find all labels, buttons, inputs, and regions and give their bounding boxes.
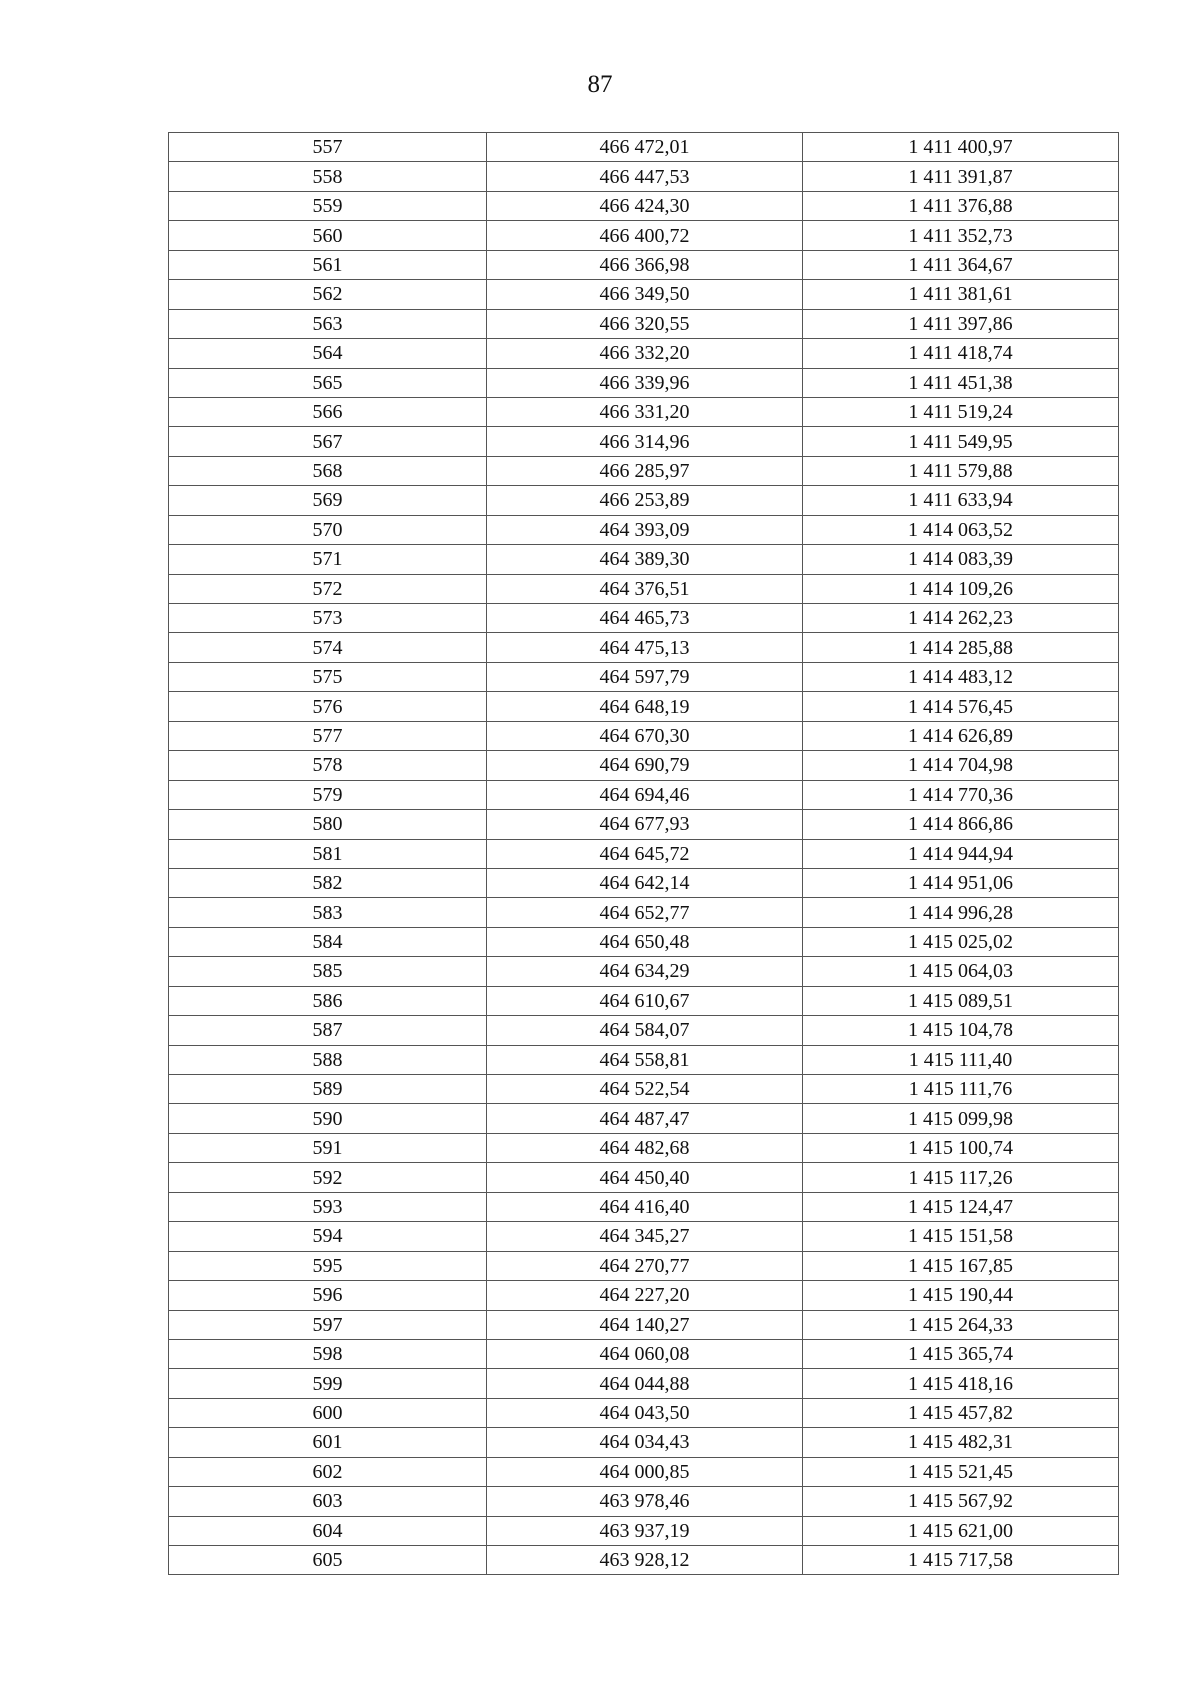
y-coordinate-cell: 1 415 099,98 (803, 1104, 1119, 1133)
y-coordinate-cell: 1 411 376,88 (803, 191, 1119, 220)
x-coordinate-cell: 464 522,54 (487, 1075, 803, 1104)
table-row (169, 515, 1119, 544)
point-number-cell: 561 (169, 250, 487, 279)
point-number-cell: 581 (169, 839, 487, 868)
y-coordinate-cell: 1 415 482,31 (803, 1428, 1119, 1457)
table-row (169, 1339, 1119, 1368)
point-number-cell: 605 (169, 1546, 487, 1575)
point-number-cell: 578 (169, 751, 487, 780)
x-coordinate-cell: 466 424,30 (487, 191, 803, 220)
x-coordinate-cell: 463 978,46 (487, 1487, 803, 1516)
point-number-cell: 565 (169, 368, 487, 397)
y-coordinate-cell: 1 414 483,12 (803, 662, 1119, 691)
x-coordinate-cell: 466 339,96 (487, 368, 803, 397)
x-coordinate-cell: 464 345,27 (487, 1222, 803, 1251)
point-number-cell: 590 (169, 1104, 487, 1133)
point-number-cell: 603 (169, 1487, 487, 1516)
table-row (169, 1163, 1119, 1192)
y-coordinate-cell: 1 414 704,98 (803, 751, 1119, 780)
point-number-cell: 583 (169, 898, 487, 927)
x-coordinate-cell: 464 140,27 (487, 1310, 803, 1339)
table-row (169, 486, 1119, 515)
point-number-cell: 576 (169, 692, 487, 721)
table-row (169, 1281, 1119, 1310)
y-coordinate-cell: 1 415 457,82 (803, 1398, 1119, 1427)
table-row (169, 927, 1119, 956)
point-number-cell: 596 (169, 1281, 487, 1310)
x-coordinate-cell: 464 648,19 (487, 692, 803, 721)
point-number-cell: 602 (169, 1457, 487, 1486)
x-coordinate-cell: 464 677,93 (487, 810, 803, 839)
table-row (169, 692, 1119, 721)
table-row (169, 868, 1119, 897)
x-coordinate-cell: 464 227,20 (487, 1281, 803, 1310)
x-coordinate-cell: 464 634,29 (487, 957, 803, 986)
table-row (169, 1369, 1119, 1398)
table-row (169, 221, 1119, 250)
y-coordinate-cell: 1 414 944,94 (803, 839, 1119, 868)
x-coordinate-cell: 464 650,48 (487, 927, 803, 956)
y-coordinate-cell: 1 411 519,24 (803, 397, 1119, 426)
table-row (169, 986, 1119, 1015)
table-row (169, 1310, 1119, 1339)
point-number-cell: 559 (169, 191, 487, 220)
point-number-cell: 569 (169, 486, 487, 515)
x-coordinate-cell: 464 450,40 (487, 1163, 803, 1192)
x-coordinate-cell: 464 000,85 (487, 1457, 803, 1486)
table-row (169, 1487, 1119, 1516)
point-number-cell: 568 (169, 456, 487, 485)
x-coordinate-cell: 464 584,07 (487, 1016, 803, 1045)
x-coordinate-cell: 464 060,08 (487, 1339, 803, 1368)
x-coordinate-cell: 464 694,46 (487, 780, 803, 809)
point-number-cell: 572 (169, 574, 487, 603)
x-coordinate-cell: 466 349,50 (487, 280, 803, 309)
table-row (169, 1192, 1119, 1221)
point-number-cell: 597 (169, 1310, 487, 1339)
point-number-cell: 579 (169, 780, 487, 809)
point-number-cell: 560 (169, 221, 487, 250)
x-coordinate-cell: 463 928,12 (487, 1546, 803, 1575)
y-coordinate-cell: 1 415 365,74 (803, 1339, 1119, 1368)
table-row (169, 839, 1119, 868)
point-number-cell: 598 (169, 1339, 487, 1368)
x-coordinate-cell: 466 447,53 (487, 162, 803, 191)
point-number-cell: 591 (169, 1133, 487, 1162)
x-coordinate-cell: 464 482,68 (487, 1133, 803, 1162)
point-number-cell: 584 (169, 927, 487, 956)
x-coordinate-cell: 464 043,50 (487, 1398, 803, 1427)
y-coordinate-cell: 1 415 025,02 (803, 927, 1119, 956)
x-coordinate-cell: 466 472,01 (487, 133, 803, 162)
y-coordinate-cell: 1 411 633,94 (803, 486, 1119, 515)
point-number-cell: 592 (169, 1163, 487, 1192)
table-row (169, 250, 1119, 279)
table-row (169, 1516, 1119, 1545)
table-row (169, 1251, 1119, 1280)
table-row (169, 780, 1119, 809)
y-coordinate-cell: 1 411 391,87 (803, 162, 1119, 191)
table-row (169, 1546, 1119, 1575)
point-number-cell: 588 (169, 1045, 487, 1074)
table-row (169, 633, 1119, 662)
x-coordinate-cell: 466 320,55 (487, 309, 803, 338)
table-row (169, 604, 1119, 633)
x-coordinate-cell: 464 389,30 (487, 545, 803, 574)
table-row (169, 280, 1119, 309)
y-coordinate-cell: 1 415 111,40 (803, 1045, 1119, 1074)
table-row (169, 1016, 1119, 1045)
table-row (169, 721, 1119, 750)
table-row (169, 1104, 1119, 1133)
x-coordinate-cell: 464 597,79 (487, 662, 803, 691)
y-coordinate-cell: 1 414 770,36 (803, 780, 1119, 809)
point-number-cell: 595 (169, 1251, 487, 1280)
y-coordinate-cell: 1 414 951,06 (803, 868, 1119, 897)
y-coordinate-cell: 1 415 151,58 (803, 1222, 1119, 1251)
table-row (169, 1222, 1119, 1251)
x-coordinate-cell: 464 044,88 (487, 1369, 803, 1398)
y-coordinate-cell: 1 411 579,88 (803, 456, 1119, 485)
point-number-cell: 570 (169, 515, 487, 544)
table-row (169, 1428, 1119, 1457)
y-coordinate-cell: 1 415 567,92 (803, 1487, 1119, 1516)
x-coordinate-cell: 464 270,77 (487, 1251, 803, 1280)
y-coordinate-cell: 1 415 190,44 (803, 1281, 1119, 1310)
y-coordinate-cell: 1 414 576,45 (803, 692, 1119, 721)
x-coordinate-cell: 466 285,97 (487, 456, 803, 485)
x-coordinate-cell: 466 331,20 (487, 397, 803, 426)
y-coordinate-cell: 1 411 418,74 (803, 339, 1119, 368)
y-coordinate-cell: 1 415 621,00 (803, 1516, 1119, 1545)
point-number-cell: 604 (169, 1516, 487, 1545)
point-number-cell: 585 (169, 957, 487, 986)
y-coordinate-cell: 1 415 717,58 (803, 1546, 1119, 1575)
table-row (169, 368, 1119, 397)
table-row (169, 162, 1119, 191)
table-row (169, 545, 1119, 574)
table-row (169, 810, 1119, 839)
x-coordinate-cell: 464 465,73 (487, 604, 803, 633)
table-row (169, 1075, 1119, 1104)
x-coordinate-cell: 464 652,77 (487, 898, 803, 927)
x-coordinate-cell: 466 314,96 (487, 427, 803, 456)
point-number-cell: 573 (169, 604, 487, 633)
x-coordinate-cell: 464 475,13 (487, 633, 803, 662)
point-number-cell: 601 (169, 1428, 487, 1457)
y-coordinate-cell: 1 414 285,88 (803, 633, 1119, 662)
x-coordinate-cell: 464 376,51 (487, 574, 803, 603)
point-number-cell: 593 (169, 1192, 487, 1221)
x-coordinate-cell: 464 034,43 (487, 1428, 803, 1457)
point-number-cell: 564 (169, 339, 487, 368)
x-coordinate-cell: 463 937,19 (487, 1516, 803, 1545)
point-number-cell: 574 (169, 633, 487, 662)
point-number-cell: 580 (169, 810, 487, 839)
point-number-cell: 577 (169, 721, 487, 750)
x-coordinate-cell: 464 558,81 (487, 1045, 803, 1074)
table-row (169, 1045, 1119, 1074)
point-number-cell: 586 (169, 986, 487, 1015)
y-coordinate-cell: 1 415 264,33 (803, 1310, 1119, 1339)
table-row (169, 1398, 1119, 1427)
table-row (169, 662, 1119, 691)
y-coordinate-cell: 1 411 451,38 (803, 368, 1119, 397)
x-coordinate-cell: 464 642,14 (487, 868, 803, 897)
y-coordinate-cell: 1 415 064,03 (803, 957, 1119, 986)
point-number-cell: 557 (169, 133, 487, 162)
point-number-cell: 562 (169, 280, 487, 309)
table-row (169, 456, 1119, 485)
y-coordinate-cell: 1 415 089,51 (803, 986, 1119, 1015)
y-coordinate-cell: 1 411 364,67 (803, 250, 1119, 279)
x-coordinate-cell: 464 670,30 (487, 721, 803, 750)
y-coordinate-cell: 1 414 083,39 (803, 545, 1119, 574)
y-coordinate-cell: 1 411 381,61 (803, 280, 1119, 309)
x-coordinate-cell: 464 645,72 (487, 839, 803, 868)
table-row (169, 427, 1119, 456)
y-coordinate-cell: 1 411 400,97 (803, 133, 1119, 162)
y-coordinate-cell: 1 414 866,86 (803, 810, 1119, 839)
y-coordinate-cell: 1 415 124,47 (803, 1192, 1119, 1221)
point-number-cell: 567 (169, 427, 487, 456)
point-number-cell: 571 (169, 545, 487, 574)
point-number-cell: 563 (169, 309, 487, 338)
point-number-cell: 599 (169, 1369, 487, 1398)
table-row (169, 1457, 1119, 1486)
x-coordinate-cell: 466 366,98 (487, 250, 803, 279)
y-coordinate-cell: 1 415 117,26 (803, 1163, 1119, 1192)
coordinates-table (168, 132, 1119, 1575)
y-coordinate-cell: 1 414 626,89 (803, 721, 1119, 750)
x-coordinate-cell: 464 487,47 (487, 1104, 803, 1133)
y-coordinate-cell: 1 414 063,52 (803, 515, 1119, 544)
x-coordinate-cell: 464 416,40 (487, 1192, 803, 1221)
y-coordinate-cell: 1 415 111,76 (803, 1075, 1119, 1104)
table-row (169, 397, 1119, 426)
table-row (169, 133, 1119, 162)
x-coordinate-cell: 466 253,89 (487, 486, 803, 515)
y-coordinate-cell: 1 415 167,85 (803, 1251, 1119, 1280)
page-number: 87 (587, 71, 613, 98)
point-number-cell: 558 (169, 162, 487, 191)
x-coordinate-cell: 464 690,79 (487, 751, 803, 780)
table-row (169, 898, 1119, 927)
table-row (169, 339, 1119, 368)
y-coordinate-cell: 1 414 996,28 (803, 898, 1119, 927)
point-number-cell: 566 (169, 397, 487, 426)
point-number-cell: 594 (169, 1222, 487, 1251)
y-coordinate-cell: 1 411 549,95 (803, 427, 1119, 456)
y-coordinate-cell: 1 415 521,45 (803, 1457, 1119, 1486)
y-coordinate-cell: 1 415 104,78 (803, 1016, 1119, 1045)
table-row (169, 191, 1119, 220)
coordinates-table-body (169, 133, 1119, 1575)
x-coordinate-cell: 464 393,09 (487, 515, 803, 544)
y-coordinate-cell: 1 415 418,16 (803, 1369, 1119, 1398)
y-coordinate-cell: 1 411 397,86 (803, 309, 1119, 338)
table-row (169, 751, 1119, 780)
y-coordinate-cell: 1 414 109,26 (803, 574, 1119, 603)
table-row (169, 1133, 1119, 1162)
x-coordinate-cell: 466 332,20 (487, 339, 803, 368)
point-number-cell: 587 (169, 1016, 487, 1045)
point-number-cell: 575 (169, 662, 487, 691)
x-coordinate-cell: 466 400,72 (487, 221, 803, 250)
point-number-cell: 582 (169, 868, 487, 897)
y-coordinate-cell: 1 415 100,74 (803, 1133, 1119, 1162)
table-row (169, 574, 1119, 603)
y-coordinate-cell: 1 414 262,23 (803, 604, 1119, 633)
table-row (169, 309, 1119, 338)
table-row (169, 957, 1119, 986)
y-coordinate-cell: 1 411 352,73 (803, 221, 1119, 250)
point-number-cell: 589 (169, 1075, 487, 1104)
point-number-cell: 600 (169, 1398, 487, 1427)
x-coordinate-cell: 464 610,67 (487, 986, 803, 1015)
